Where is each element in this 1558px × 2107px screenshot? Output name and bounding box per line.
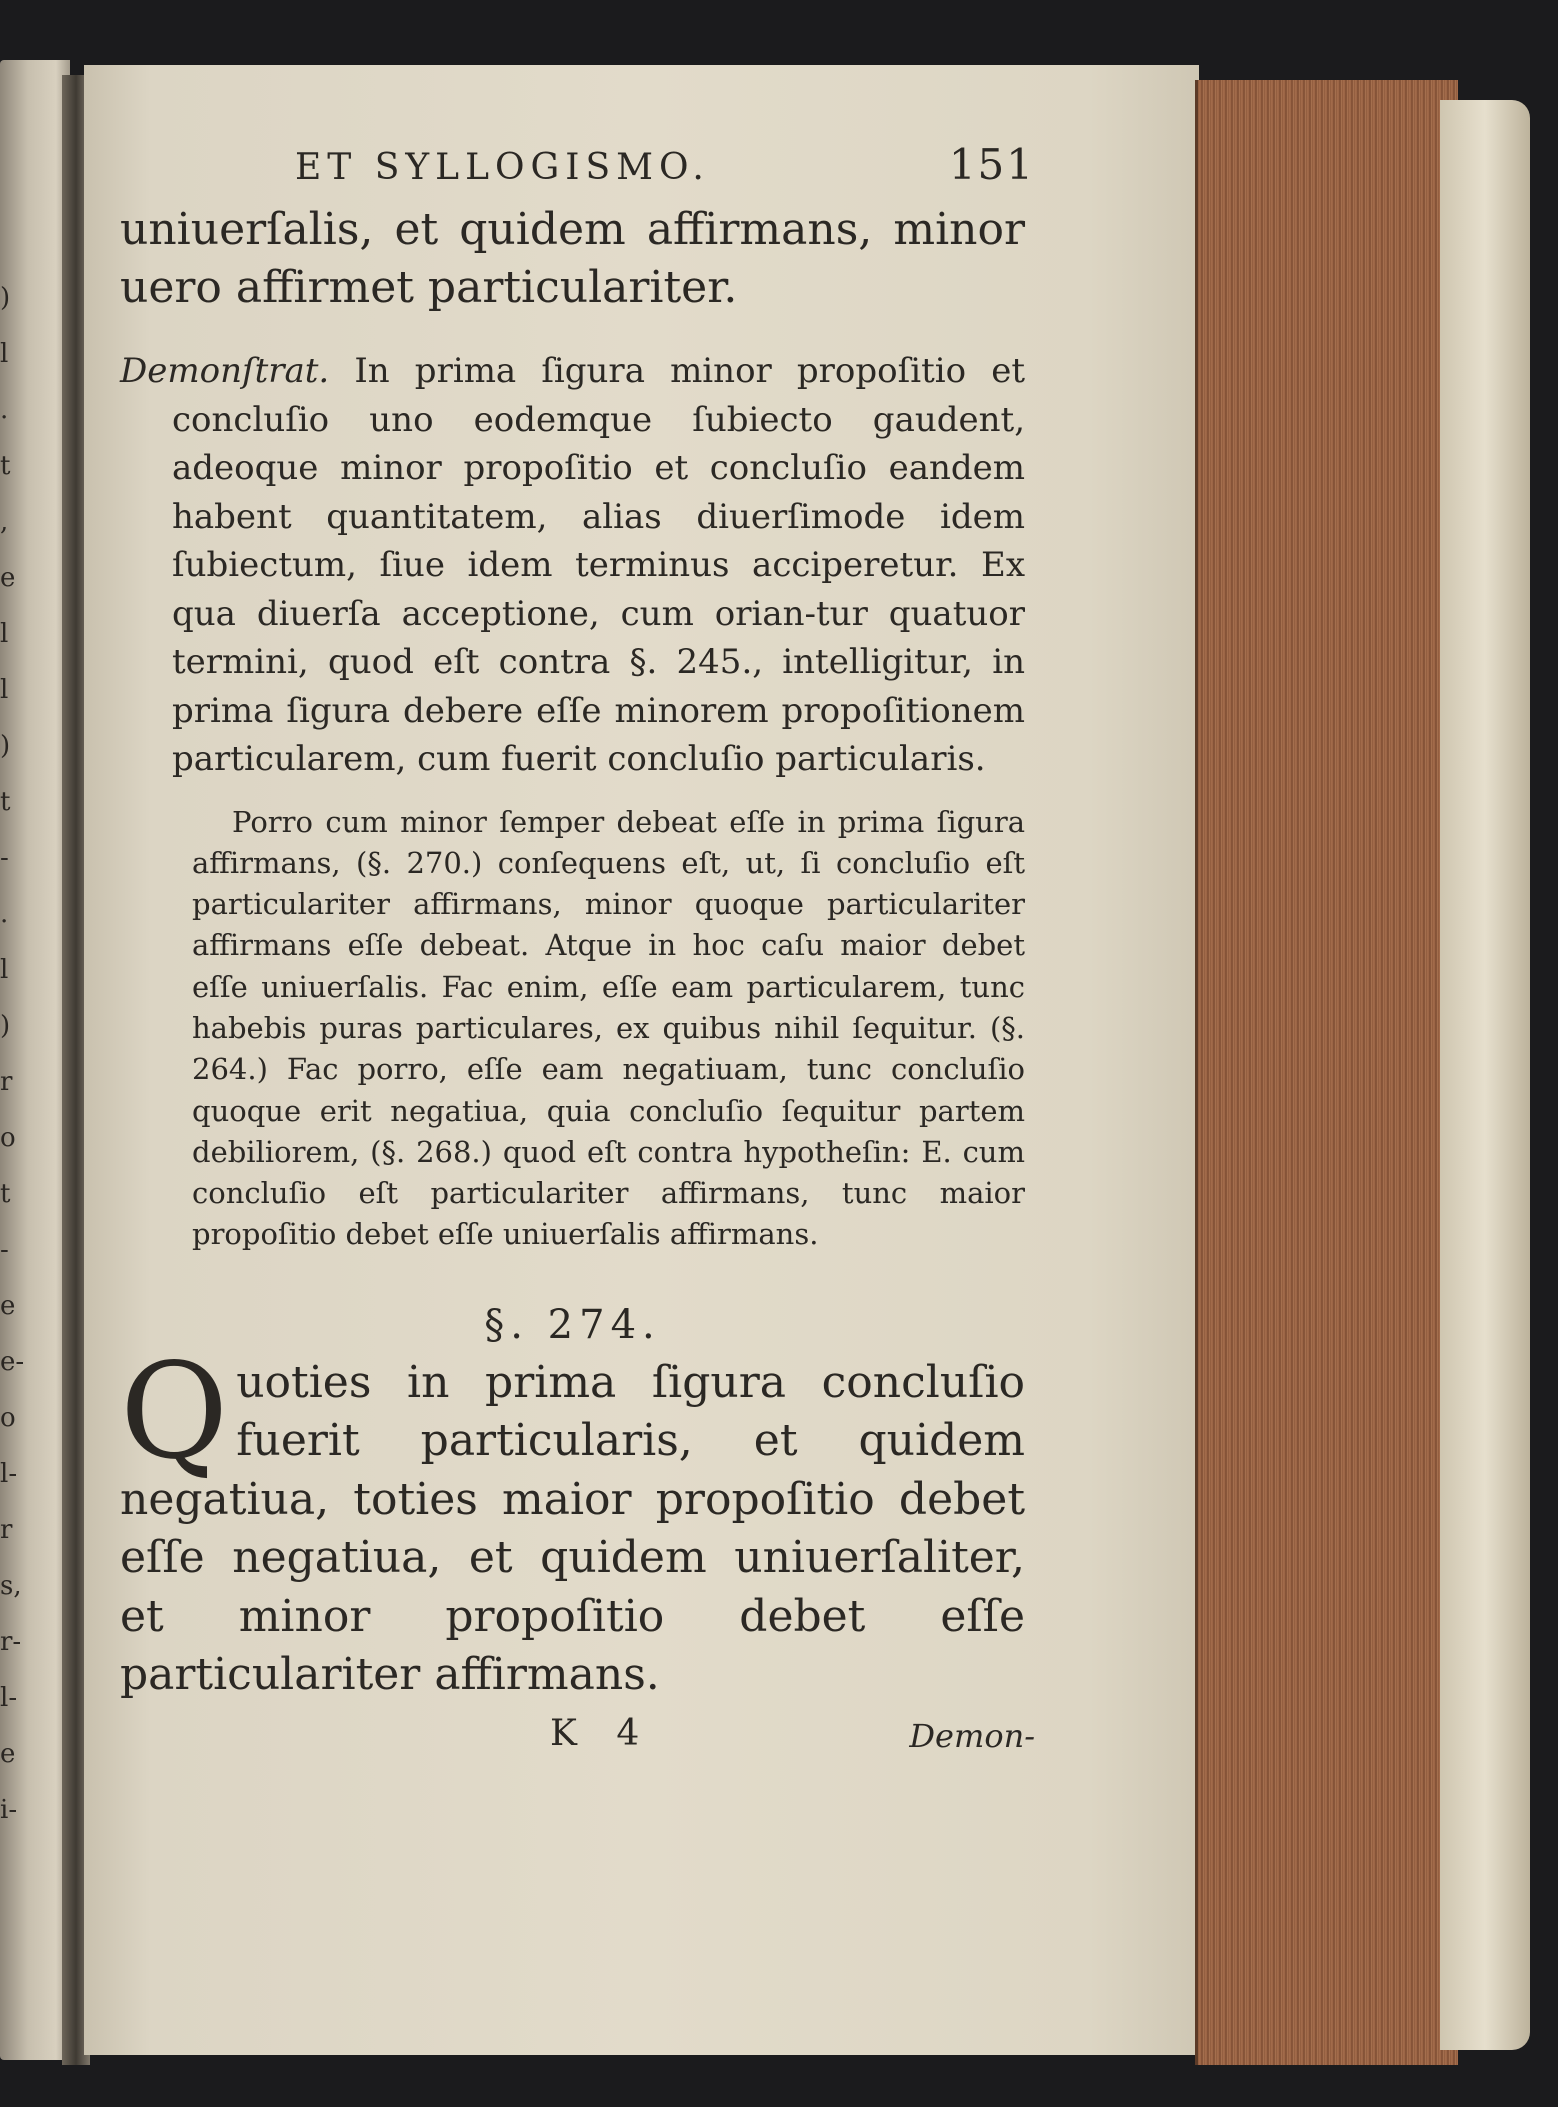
margin-mark: o xyxy=(0,1123,16,1153)
margin-mark: r- xyxy=(0,1627,22,1657)
margin-mark: - xyxy=(0,1235,9,1265)
demonstration-label: Demonſtrat. xyxy=(120,351,330,391)
margin-mark: , xyxy=(0,507,9,537)
margin-mark: t xyxy=(0,451,11,481)
drop-cap: Q xyxy=(120,1334,229,1489)
margin-mark: i- xyxy=(0,1795,18,1825)
opening-lines: uniuerſalis, et quidem affirmans, minor uero affirmet particulariter. xyxy=(120,204,1025,313)
catchword: Demon- xyxy=(909,1716,1035,1755)
margin-mark: e xyxy=(0,1739,16,1769)
demonstration-paragraph xyxy=(120,347,1025,784)
margin-mark: r xyxy=(0,1515,13,1545)
margin-mark: . xyxy=(0,395,9,425)
margin-mark: - xyxy=(0,843,9,873)
running-header xyxy=(295,140,1035,189)
margin-mark: r xyxy=(0,1067,13,1097)
margin-mark: ) xyxy=(0,731,11,761)
left-page-margin-marks xyxy=(0,270,25,1838)
margin-mark: t xyxy=(0,1179,11,1209)
margin-mark: e xyxy=(0,563,16,593)
running-title: ET SYLLOGISMO. xyxy=(295,147,710,188)
margin-mark: l xyxy=(0,339,9,369)
book-cover xyxy=(1440,100,1530,2050)
margin-mark: l xyxy=(0,955,9,985)
signature-mark: K 4 xyxy=(550,1712,654,1754)
margin-mark: l xyxy=(0,675,9,705)
margin-mark: t xyxy=(0,787,11,817)
margin-mark: ) xyxy=(0,1011,11,1041)
margin-mark: l- xyxy=(0,1683,18,1713)
proposition-text: uoties in prima ſigura concluſio fuerit particularis, et quidem negatiua, toties maior propoſitio debet eſſe negatiua, et quidem uniuerſaliter, et minor propoſitio debet eſſe particulariter affirmans. xyxy=(120,1356,1025,1701)
page-edges xyxy=(1195,80,1458,2065)
margin-mark: ) xyxy=(0,283,11,313)
margin-mark: l- xyxy=(0,1459,18,1489)
margin-mark: s, xyxy=(0,1571,22,1601)
margin-mark: o xyxy=(0,1403,16,1433)
margin-mark: . xyxy=(0,899,9,929)
demonstration-text: In prima ſigura minor propoſitio et concluſio uno eodemque ſubiecto gaudent, adeoque minor propoſitio et concluſio eandem habent quantitatem, alias diuerſimode idem ſubiectum, ſiue idem terminus acciperetur. Ex qua diuerſa acceptione, cum orian-tur quatuor termini, quod eſt contra §. 245., intelligitur, in prima ſigura debere eſſe minorem propoſitionem particularem, cum fuerit concluſio particularis. xyxy=(172,351,1025,779)
margin-mark: l xyxy=(0,619,9,649)
page-text xyxy=(120,140,1035,1773)
note-paragraph: Porro cum minor ſemper debeat eſſe in prima ſigura affirmans, (§. 270.) conſequens eſt, ut, ſi concluſio eſt particulariter affirmans, minor quoque particulariter affirmans eſſe debeat. Atque in hoc caſu maior debet eſſe uniuerſalis. Fac enim, eſſe eam particularem, tunc habebis puras particulares, ex quibus nihil ſequitur. (§. 264.) Fac porro, eſſe eam negatiuam, tunc concluſio quoque erit negatiua, quia concluſio ſequitur partem debiliorem, (§. 268.) quod eſt contra hypotheſin: E. cum concluſio eſt particulariter affirmans, tunc maior propoſitio debet eſſe uniuerſalis affirmans. xyxy=(192,804,1025,1252)
page-number: 151 xyxy=(948,140,1035,189)
margin-mark: e- xyxy=(0,1347,25,1377)
proposition-paragraph xyxy=(120,1334,1025,1705)
margin-mark: e xyxy=(0,1291,16,1321)
page-footer xyxy=(120,1712,1035,1773)
section-number: §. 274. xyxy=(484,1301,661,1348)
